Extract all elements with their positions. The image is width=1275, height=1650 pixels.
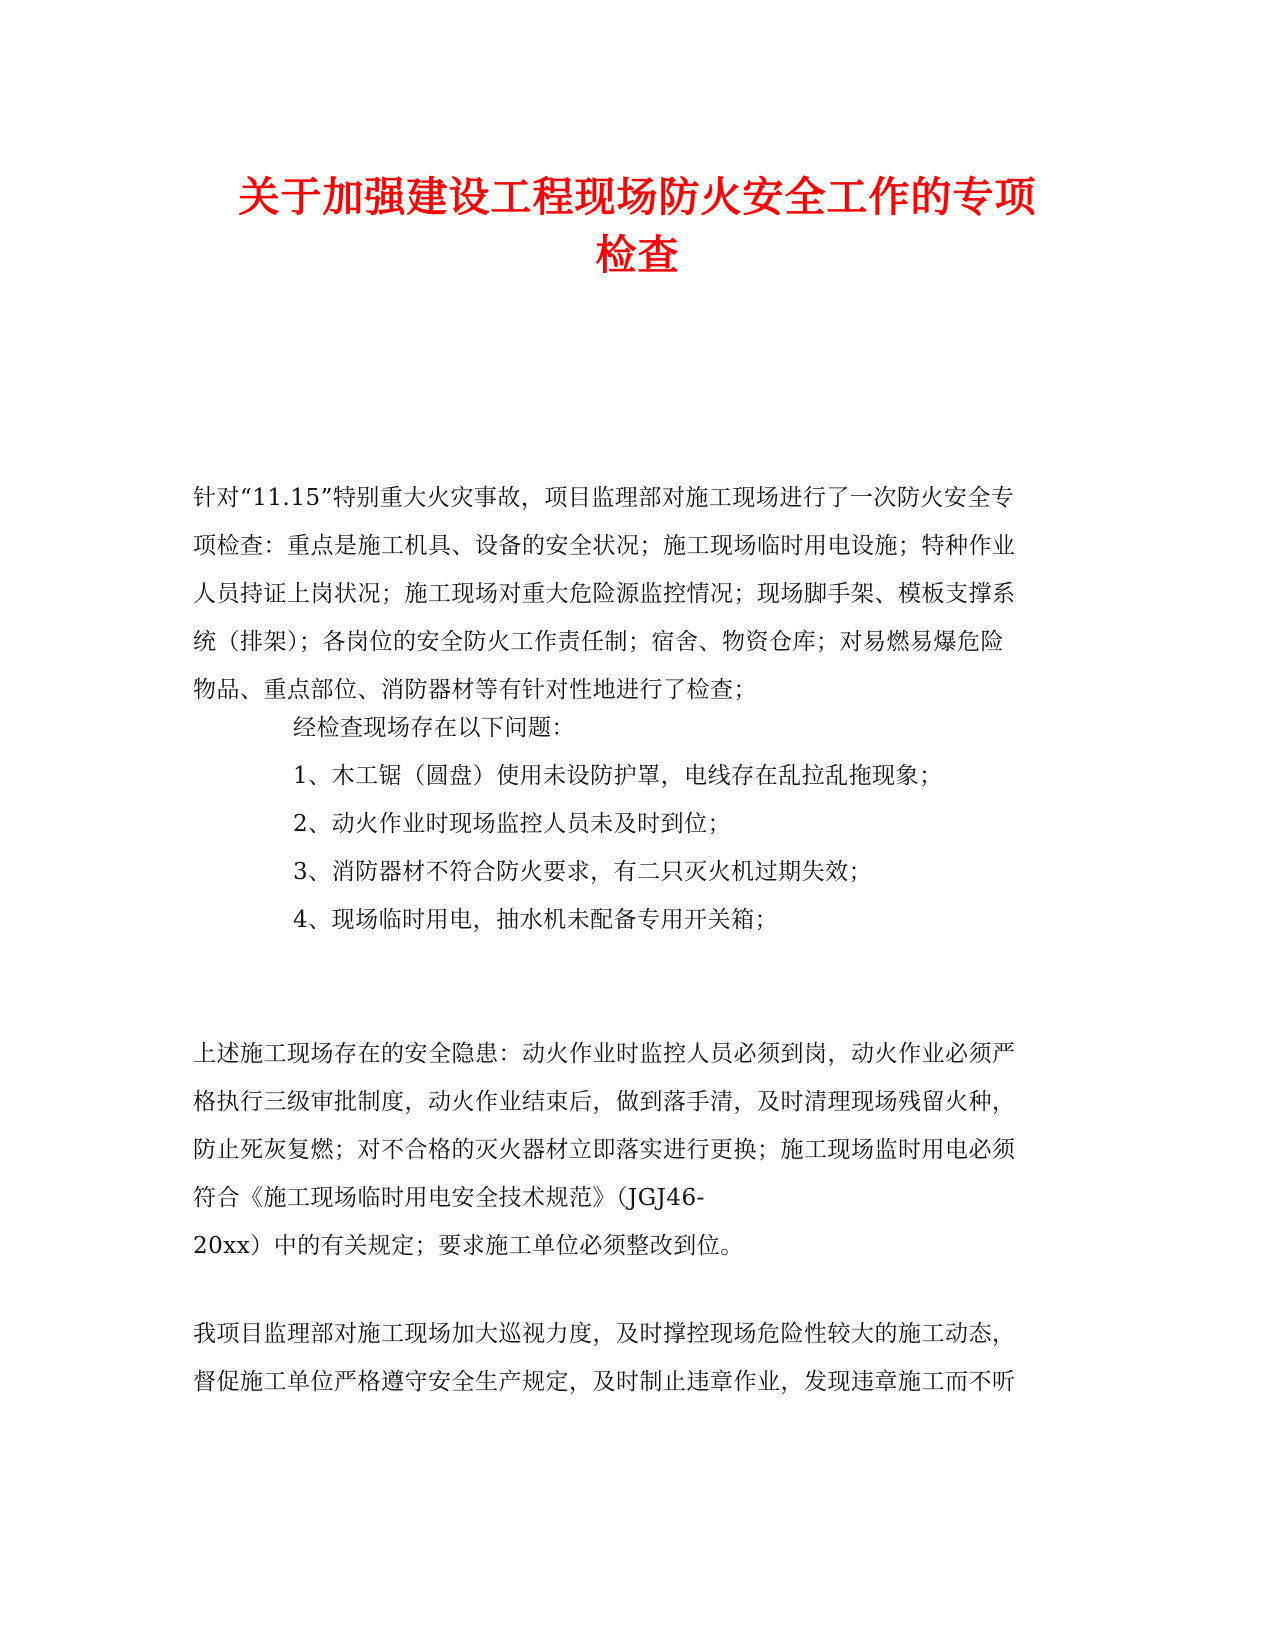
paragraph-line: 符合《施工现场临时用电安全技术规范》（JGJ46- <box>193 1185 705 1211</box>
paragraph-line: 人员持证上岗状况；施工现场对重大危险源监控情况；现场脚手架、模板支撑系 <box>193 581 1016 607</box>
paragraph-hazard-measures <box>193 1030 1093 1270</box>
issue-item-3: 3、消防器材不符合防火要求，有二只灭火机过期失效； <box>293 859 873 885</box>
paragraph-line: 物品、重点部位、消防器材等有针对性地进行了检查； <box>193 677 757 703</box>
paragraph-line: 防止死灰复燃；对不合格的灭火器材立即落实进行更换；施工现场监时用电必须 <box>193 1137 1016 1163</box>
paragraph-line: 项检查：重点是施工机具、设备的安全状况；施工现场临时用电设施；特种作业 <box>193 533 1016 559</box>
title-line-1: 关于加强建设工程现场防火安全工作的专项 <box>238 173 1037 221</box>
paragraph-line: 针对“11.15”特别重大火灾事故，项目监理部对施工现场进行了一次防火安全专 <box>193 485 1015 511</box>
issue-item-4: 4、现场临时用电，抽水机未配备专用开关箱； <box>293 907 779 933</box>
title-line-2: 检查 <box>595 231 680 279</box>
paragraph-line: 我项目监理部对施工现场加大巡视力度，及时撑控现场危险性较大的施工动态， <box>193 1321 1016 1347</box>
paragraph-line: 格执行三级审批制度，动火作业结束后，做到落手清，及时清理现场残留火种， <box>193 1089 1016 1115</box>
paragraph-line: 20xx）中的有关规定；要求施工单位必须整改到位。 <box>193 1233 744 1259</box>
paragraph-supervision <box>193 1310 1093 1406</box>
paragraph-line: 统（排架）；各岗位的安全防火工作责任制；宿舍、物资仓库；对易燃易爆危险 <box>193 629 1004 655</box>
issue-item-2: 2、动火作业时现场监控人员未及时到位； <box>293 811 732 837</box>
paragraph-inspection-scope <box>193 474 1093 714</box>
paragraph-line: 督促施工单位严格遵守安全生产规定，及时制止违章作业，发现违章施工而不听 <box>193 1369 1016 1395</box>
paragraph-line: 上述施工现场存在的安全隐患：动火作业时监控人员必须到岗，动火作业必须严 <box>193 1041 1016 1067</box>
document-title <box>150 168 1125 284</box>
issues-intro: 经检查现场存在以下问题： <box>293 715 575 741</box>
issue-item-1: 1、木工锯（圆盘）使用未设防护罩，电线存在乱拉乱拖现象； <box>293 763 943 789</box>
